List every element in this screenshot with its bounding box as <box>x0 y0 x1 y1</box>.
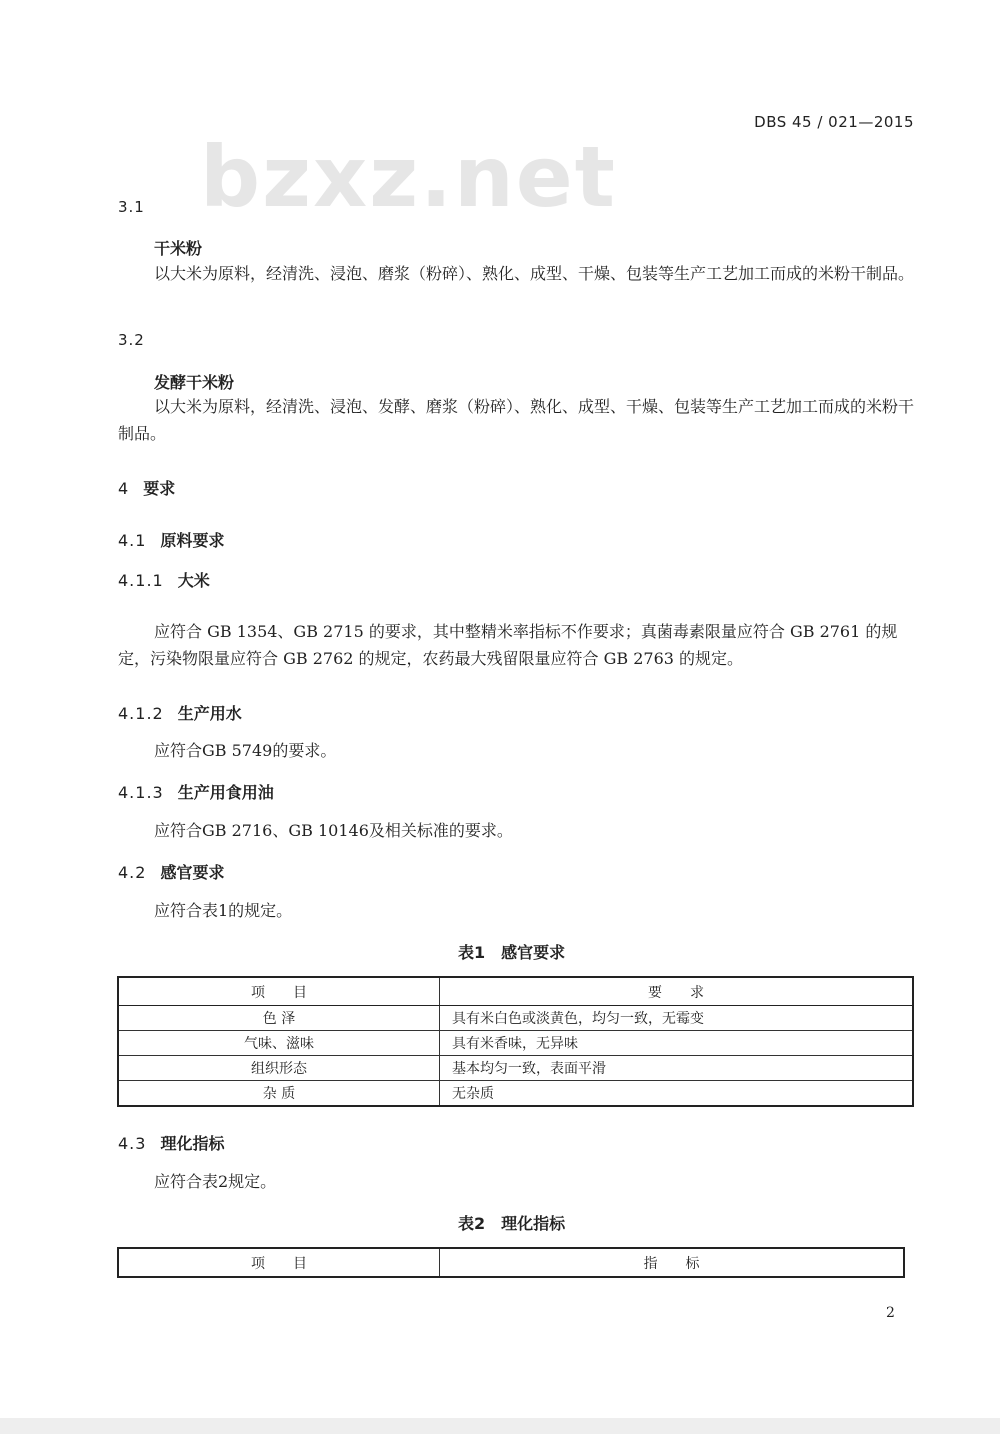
paragraph-4-1-2: 应符合GB 5749的要求。 <box>154 741 337 760</box>
table-2-caption: 表2 理化指标 <box>458 1214 566 1233</box>
section-number: 4.3 <box>118 1134 147 1153</box>
row-item: 气味、滋味 <box>118 1031 440 1056</box>
term-3-2: 发酵干米粉 <box>154 373 235 392</box>
table-1-caption: 表1 感官要求 <box>458 943 566 962</box>
section-title: 生产用食用油 <box>177 783 274 802</box>
section-4-heading <box>118 476 175 499</box>
row-requirement: 具有米白色或淡黄色，均匀一致，无霉变 <box>440 1006 914 1031</box>
row-requirement: 具有米香味，无异味 <box>440 1031 914 1056</box>
section-4-3-heading <box>118 1131 224 1154</box>
clause-number-3-2: 3.2 <box>118 331 145 349</box>
term-3-1: 干米粉 <box>154 239 203 258</box>
document-code: DBS 45 / 021—2015 <box>754 113 914 131</box>
section-4-2-heading <box>118 860 224 883</box>
section-4-1-heading <box>118 528 224 551</box>
page-number: 2 <box>886 1305 895 1321</box>
header-index: 指 标 <box>440 1248 905 1277</box>
row-requirement: 基本均匀一致，表面平滑 <box>440 1056 914 1081</box>
section-title: 生产用水 <box>177 704 242 723</box>
section-number: 4.1.3 <box>118 783 164 802</box>
section-title: 大米 <box>177 571 210 590</box>
paragraph-4-1-1: 应符合 GB 1354、GB 2715 的要求，其中整精米率指标不作要求；真菌毒素限量应符合 GB 2761 的规定，污染物限量应符合 GB 2762 的规定，农药最大残留限量应符合 GB 2763 的规定。 <box>118 622 898 668</box>
section-title: 感官要求 <box>160 863 225 882</box>
watermark: bzxz.net <box>200 128 617 226</box>
paragraph-4-1-3: 应符合GB 2716、GB 10146及相关标准的要求。 <box>154 821 513 840</box>
row-item: 色 泽 <box>118 1006 440 1031</box>
section-4-1-3-heading <box>118 780 274 803</box>
header-requirement: 要 求 <box>440 977 914 1006</box>
section-number: 4.2 <box>118 863 147 882</box>
section-title: 理化指标 <box>160 1134 225 1153</box>
section-number: 4.1.2 <box>118 704 164 723</box>
section-number: 4 <box>118 479 130 498</box>
definition-3-2: 以大米为原料，经清洗、浸泡、发酵、磨浆（粉碎）、熟化、成型、干燥、包装等生产工艺加工而成的米粉干制品。 <box>118 397 915 443</box>
table-header-row <box>118 977 913 1006</box>
table-row <box>118 1056 913 1081</box>
section-4-1-1-heading <box>118 568 210 591</box>
row-item: 杂 质 <box>118 1081 440 1107</box>
table-1 <box>117 976 914 1107</box>
clause-number-3-1: 3.1 <box>118 198 145 216</box>
row-item: 组织形态 <box>118 1056 440 1081</box>
section-4-1-2-heading <box>118 701 242 724</box>
section-title: 要求 <box>143 479 176 498</box>
section-number: 4.1 <box>118 531 147 550</box>
table-2 <box>117 1247 905 1278</box>
header-item: 项 目 <box>118 977 440 1006</box>
table-row <box>118 1081 913 1107</box>
section-number: 4.1.1 <box>118 571 164 590</box>
paragraph-4-2: 应符合表1的规定。 <box>154 901 293 920</box>
definition-3-1: 以大米为原料，经清洗、浸泡、磨浆（粉碎）、熟化、成型、干燥、包装等生产工艺加工而成的米粉干制品。 <box>154 264 915 283</box>
table-header-row <box>118 1248 904 1277</box>
header-item: 项 目 <box>118 1248 440 1277</box>
viewer-bottom-bar <box>0 1418 1000 1434</box>
row-requirement: 无杂质 <box>440 1081 914 1107</box>
table-row <box>118 1006 913 1031</box>
table-row <box>118 1031 913 1056</box>
section-title: 原料要求 <box>160 531 225 550</box>
paragraph-4-3: 应符合表2规定。 <box>154 1172 277 1191</box>
